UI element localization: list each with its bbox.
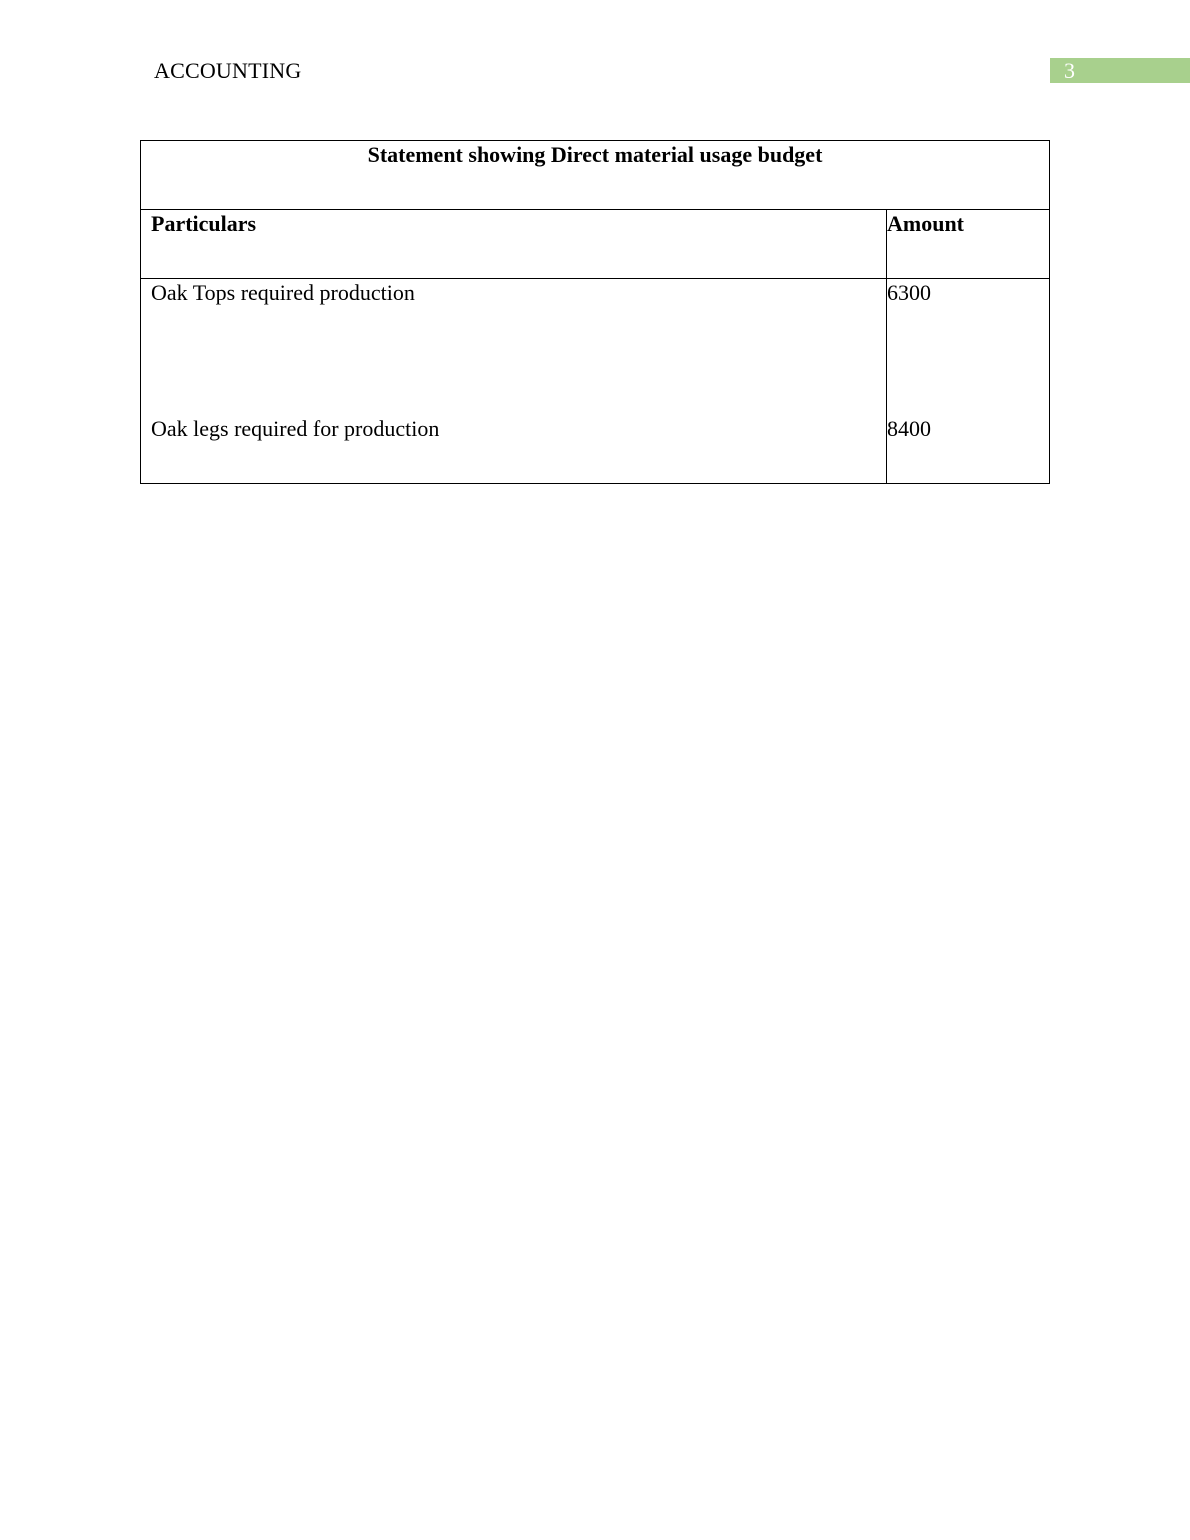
page-number: 3 (1064, 58, 1075, 83)
page-number-badge (1050, 58, 1190, 83)
table-row-particular: Oak Tops required production (151, 280, 415, 305)
table-title-cell (141, 141, 1050, 210)
amount-block (887, 279, 1049, 483)
table-row-amount: 6300 (887, 280, 931, 305)
table-title-row (141, 141, 1050, 210)
table-body-row (141, 279, 1050, 484)
header-particulars: Particulars (151, 211, 257, 236)
budget-table (140, 140, 1050, 484)
running-header: ACCOUNTING (154, 58, 302, 83)
header-amount-cell (887, 210, 1050, 279)
header-amount: Amount (887, 211, 965, 236)
table-header-row (141, 210, 1050, 279)
header-particulars-cell (141, 210, 887, 279)
particulars-column (141, 279, 887, 484)
table-title: Statement showing Direct material usage budget (367, 142, 823, 167)
amount-column (887, 279, 1050, 484)
table-row-particular: Oak legs required for production (151, 416, 440, 441)
particulars-block (141, 279, 886, 483)
table-row-amount: 8400 (887, 416, 931, 441)
